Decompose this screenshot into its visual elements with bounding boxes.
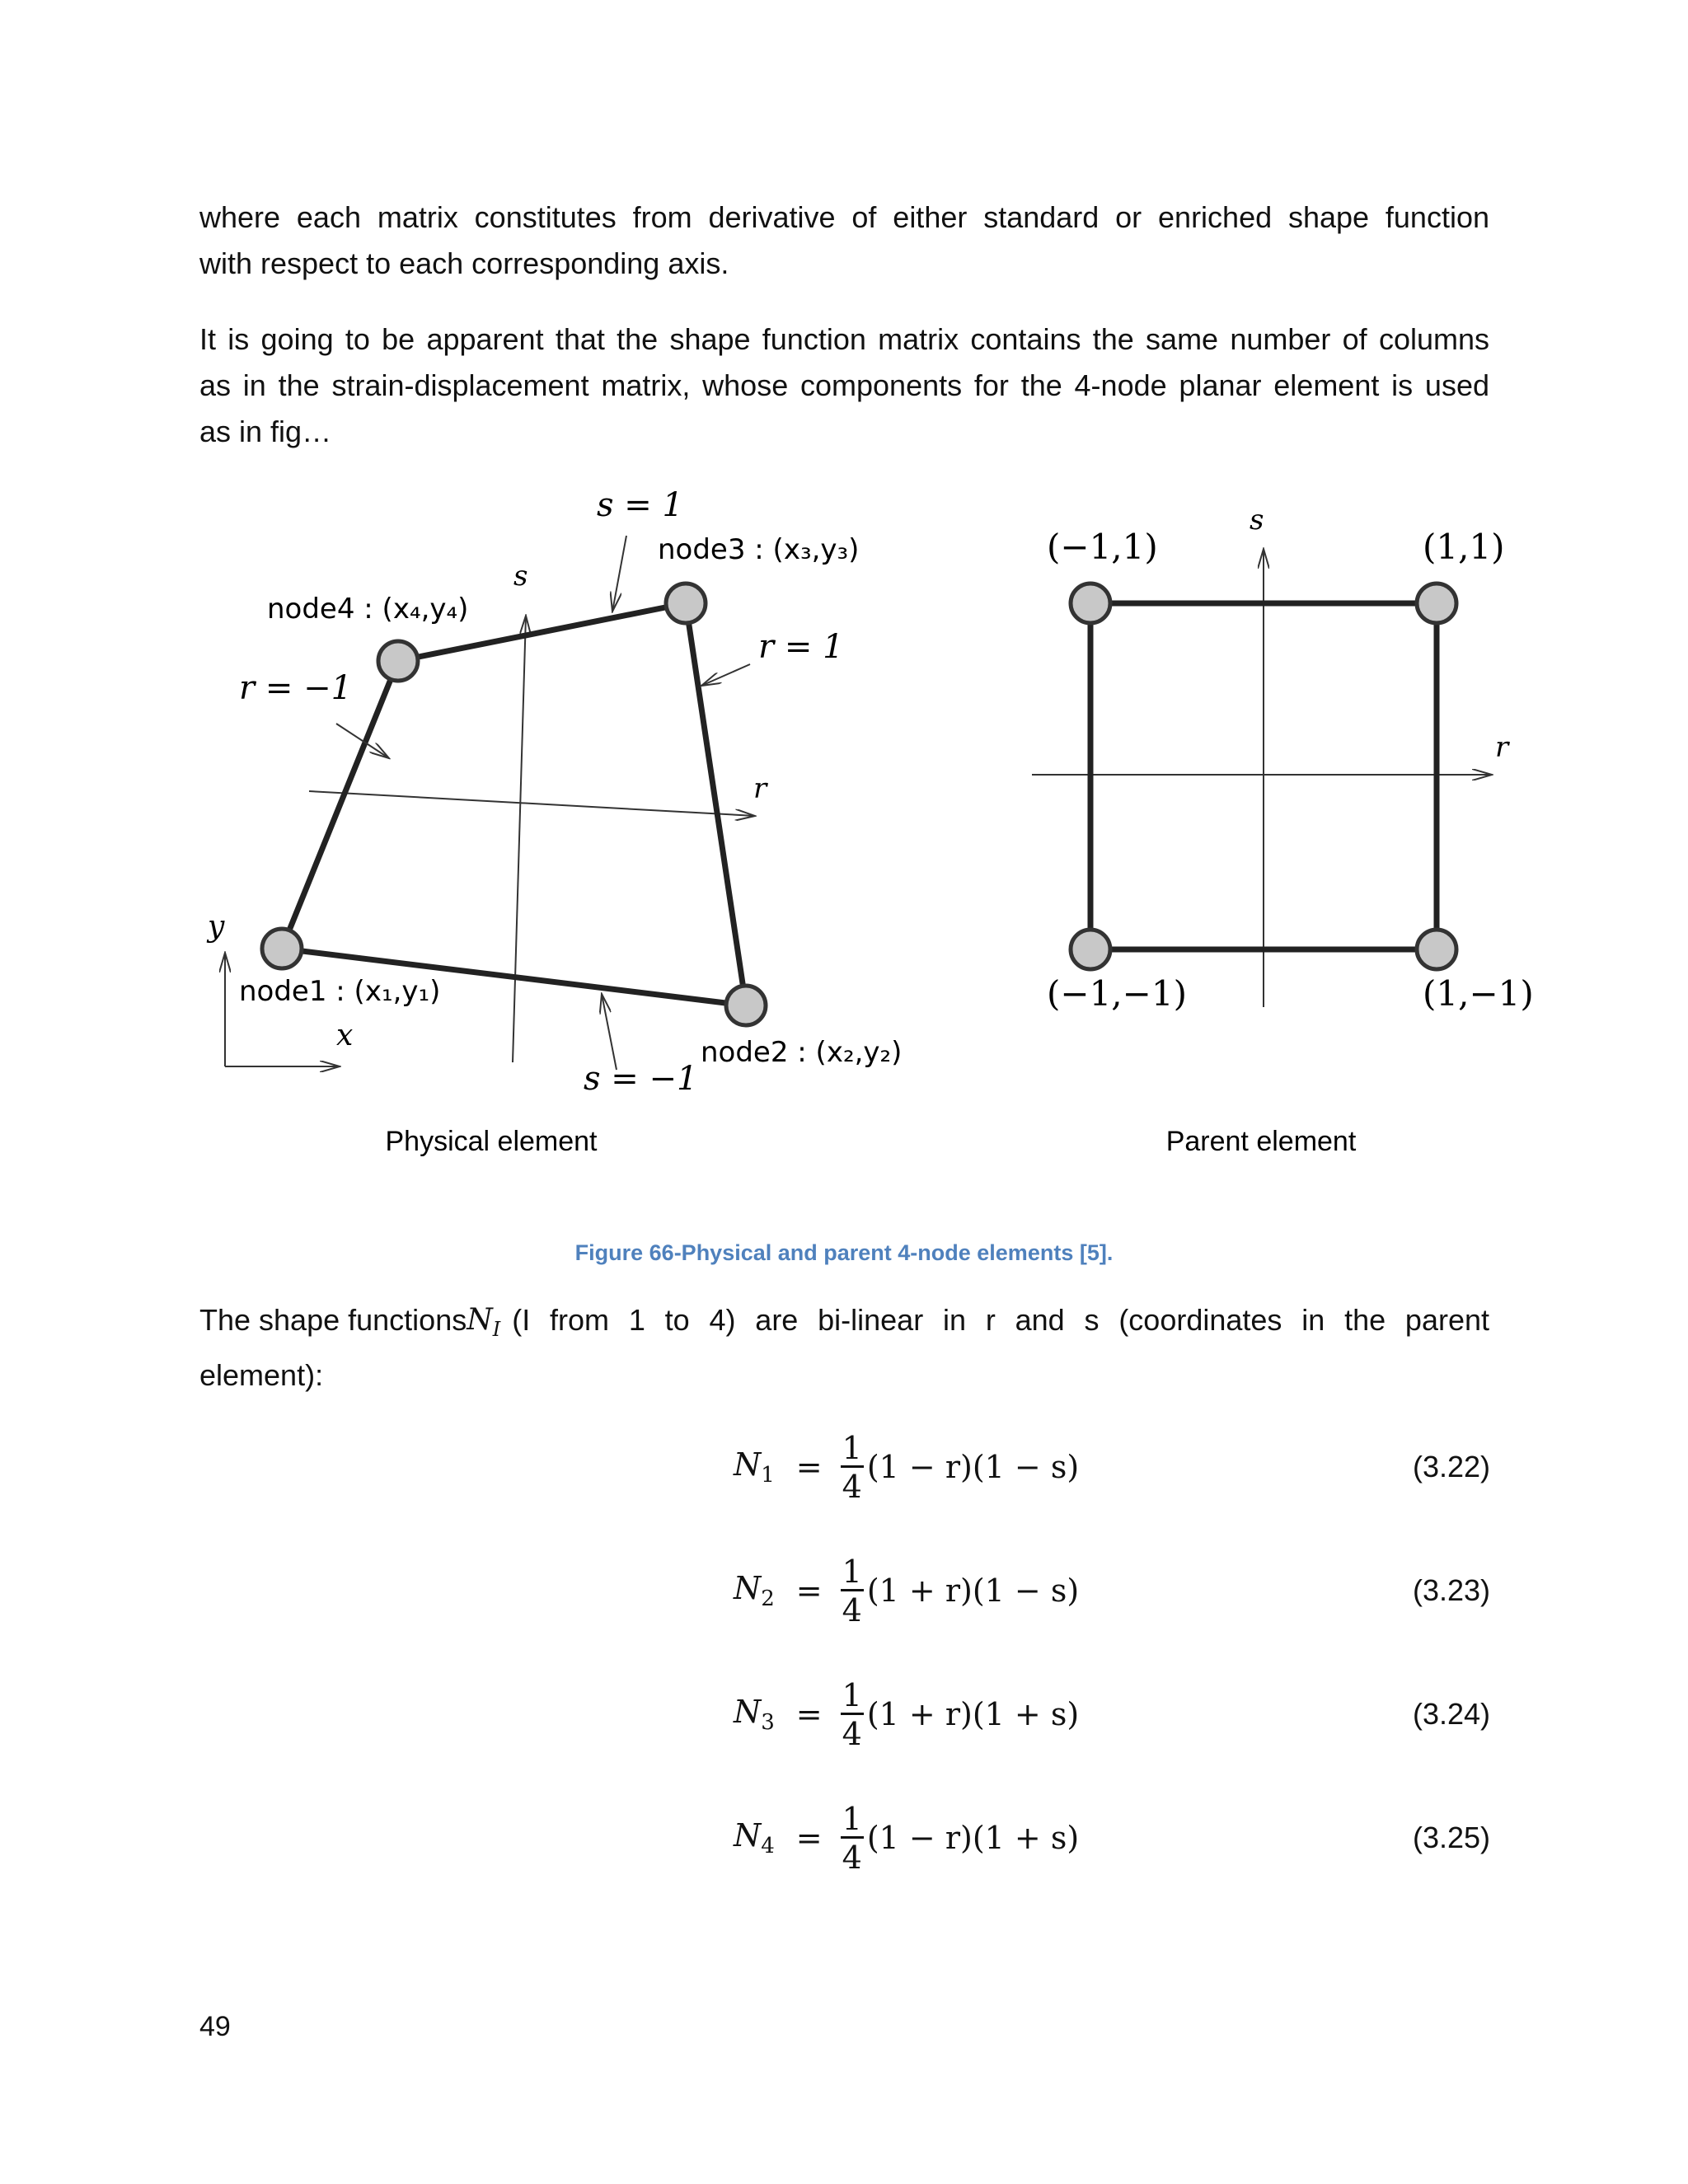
corner-label-bl: (−1,−1) [1047,973,1187,1014]
equals-sign: = [795,1572,823,1609]
paragraph-2-line-2: as in the strain-displacement matrix, whose components for the 4-node planar element is used [199,368,1489,402]
s-top-callout [612,536,626,612]
physical-element-diagram [206,486,902,1157]
fraction: $\frac{1}{4}$ [842,1676,862,1752]
equation-lhs: $N_1$ [734,1446,775,1488]
equation-expression: (1 + r)(1 + s) [866,1696,1080,1732]
parent-node-br [1417,930,1456,969]
parent-element-diagram [1032,504,1534,1157]
r-right-callout [701,664,750,686]
node3-label: node3 : (x₃,y₃) [658,533,860,566]
paragraph-1-line-1: where each matrix constitutes from derivative of either standard or enriched shape function [199,200,1489,234]
global-y-label: y [208,910,225,944]
corner-label-br: (1,−1) [1423,973,1534,1014]
node1-marker [262,929,302,968]
equation-number: (3.24) [1412,1697,1490,1731]
shape-function-symbol [467,1297,500,1352]
paragraph-3-line-1 [199,1297,1489,1352]
equation-expression: (1 − r)(1 + s) [866,1820,1080,1856]
r-left-label: r = −1 [239,669,353,707]
parent-s-label: s [1250,504,1264,537]
node2-label: node2 : (x₂,y₂) [701,1036,903,1069]
node4-marker [378,641,418,681]
shape-function-letter: N [467,1303,493,1337]
paragraph-1 [199,194,1489,287]
s-bottom-callout [602,994,617,1070]
equation-3-24 [0,1665,1688,1764]
paragraph-3-line-2: element): [199,1358,324,1393]
parent-r-label: r [1495,731,1509,764]
global-x-label: x [336,1019,354,1052]
node3-marker [666,583,706,623]
equation-lhs: $N_3$ [734,1694,775,1735]
equals-sign: = [795,1696,823,1732]
parent-node-tr [1417,583,1456,623]
equation-formula [734,1665,1079,1764]
equation-formula [734,1418,1079,1516]
equation-3-22 [0,1418,1688,1516]
paragraph-2-line-1: It is going to be apparent that the shape function matrix contains the same number of columns [199,322,1489,356]
figure-elements [198,470,1550,1187]
node1-label: node1 : (x₁,y₁) [239,975,441,1008]
physical-s-axis [513,616,526,1062]
s-bottom-label: s = −1 [584,1060,698,1098]
parent-node-bl [1071,930,1110,969]
equation-lhs: $N_2$ [734,1570,775,1611]
equation-expression: (1 − r)(1 − s) [866,1449,1080,1485]
physical-element-title: Physical element [385,1126,598,1157]
fraction: $\frac{1}{4}$ [842,1800,862,1876]
fraction: $\frac{1}{4}$ [842,1553,862,1629]
equation-formula [734,1541,1079,1640]
fraction: $\frac{1}{4}$ [842,1429,862,1505]
node4-label: node4 : (x₄,y₄) [267,593,469,626]
physical-element-outline [282,603,746,1005]
paragraph-3 [199,1297,1489,1399]
paragraph-2-line-3: as in fig… [199,415,332,448]
parent-element-title: Parent element [1165,1126,1357,1157]
corner-label-tr: (1,1) [1423,527,1505,567]
s-top-label: s = 1 [597,486,683,524]
equals-sign: = [795,1449,823,1485]
r-right-label: r = 1 [758,628,844,666]
paragraph-3-text-after: (I from 1 to 4) are bi-linear in r and s (coordinates in the parent [512,1303,1489,1337]
page-number: 49 [199,2011,231,2042]
equation-number: (3.25) [1412,1821,1490,1854]
paragraph-1-line-2: with respect to each corresponding axis. [199,246,729,280]
equals-sign: = [795,1820,823,1856]
equation-number: (3.22) [1412,1450,1490,1483]
physical-r-label: r [753,772,767,805]
figure-caption: Figure 66-Physical and parent 4-node elements [5]. [574,1240,1114,1265]
paragraph-3-text-before: The shape functions [199,1303,467,1337]
equation-3-25 [0,1788,1688,1887]
equation-expression: (1 + r)(1 − s) [866,1572,1080,1609]
paragraph-2 [199,316,1489,455]
node2-marker [726,986,766,1025]
equation-number: (3.23) [1412,1573,1490,1607]
corner-label-tl: (−1,1) [1047,527,1158,567]
parent-node-tl [1071,583,1110,623]
physical-s-label: s [513,560,528,593]
shape-function-subscript: I [492,1318,501,1342]
equation-3-23 [0,1541,1688,1640]
paragraph-3-text-after-wrap [512,1297,1489,1352]
equation-formula [734,1788,1079,1887]
equation-lhs: $N_4$ [734,1817,775,1858]
physical-r-axis [309,791,755,816]
